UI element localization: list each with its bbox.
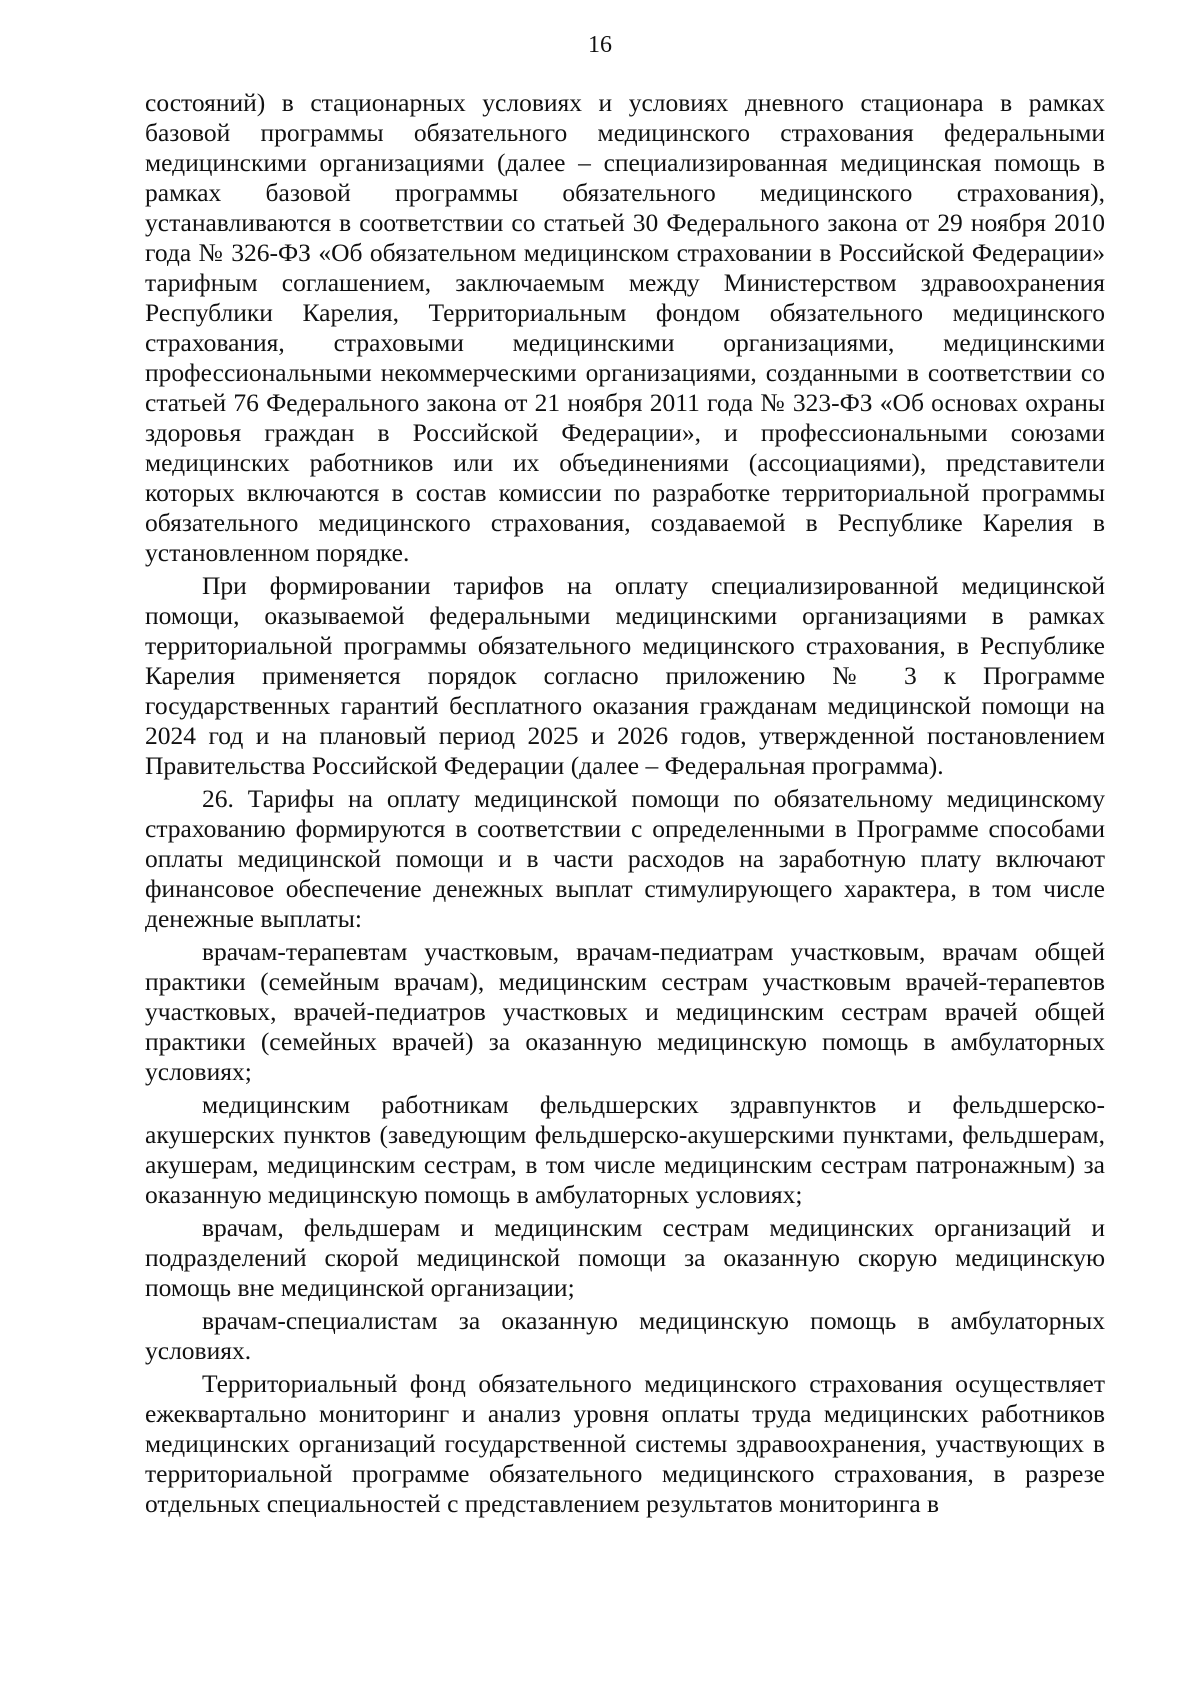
list-item-feldsher-stations: медицинским работникам фельдшерских здравпунктов и фельдшерско-акушерских пунктов (заведующим фельдшерско-акушерскими пунктами, фельдшерам, акушерам, медицинским сестрам, в том числе медицинским сестрам патронажным) за оказанную медицинскую помощь в амбулаторных условиях;: [145, 1090, 1105, 1209]
document-body: [145, 88, 1105, 1522]
paragraph-continuation: состояний) в стационарных условиях и условиях дневного стационара в рамках базовой программы обязательного медицинского страхования федеральными медицинскими организациями (далее – специализированная медицинская помощь в рамках базовой программы обязательного медицинского страхования), устанавливаются в соответствии со статьей 30 Федерального закона от 29 ноября 2010 года № 326-ФЗ «Об обязательном медицинском страховании в Российской Федерации» тарифным соглашением, заключаемым между Министерством здравоохранения Республики Карелия, Территориальным фондом обязательного медицинского страхования, страховыми медицинскими организациями, медицинскими профессиональными некоммерческими организациями, созданными в соответствии со статьей 76 Федерального закона от 21 ноября 2011 года № 323-ФЗ «Об основах охраны здоровья граждан в Российской Федерации», и профессиональными союзами медицинских работников или их объединениями (ассоциациями), представители которых включаются в состав комиссии по разработке территориальной программы обязательного медицинского страхования, создаваемой в Республике Карелия в установленном порядке.: [145, 88, 1105, 567]
paragraph-item-26: 26. Тарифы на оплату медицинской помощи по обязательному медицинскому страхованию формируются в соответствии с определенными в Программе способами оплаты медицинской помощи и в части расходов на заработную плату включают финансовое обеспечение денежных выплат стимулирующего характера, в том числе денежные выплаты:: [145, 784, 1105, 933]
page-number: 16: [588, 32, 612, 58]
list-item-emergency-care: врачам, фельдшерам и медицинским сестрам медицинских организаций и подразделений скорой медицинской помощи за оказанную скорую медицинскую помощь вне медицинской организации;: [145, 1213, 1105, 1302]
paragraph-monitoring: Территориальный фонд обязательного медицинского страхования осуществляет ежеквартально мониторинг и анализ уровня оплаты труда медицинских работников медицинских организаций государственной системы здравоохранения, участвующих в территориальной программе обязательного медицинского страхования, в разрезе отдельных специальностей с представлением результатов мониторинга в: [145, 1369, 1105, 1518]
paragraph-federal-tariffs: При формировании тарифов на оплату специализированной медицинской помощи, оказываемой федеральными медицинскими организациями в рамках территориальной программы обязательного медицинского страхования, в Республике Карелия применяется порядок согласно приложению № 3 к Программе государственных гарантий бесплатного оказания гражданам медицинской помощи на 2024 год и на плановый период 2025 и 2026 годов, утвержденной постановлением Правительства Российской Федерации (далее – Федеральная программа).: [145, 571, 1105, 780]
list-item-specialists: врачам-специалистам за оказанную медицинскую помощь в амбулаторных условиях.: [145, 1306, 1105, 1365]
list-item-district-doctors: врачам-терапевтам участковым, врачам-педиатрам участковым, врачам общей практики (семейным врачам), медицинским сестрам участковым врачей-терапевтов участковых, врачей-педиатров участковых и медицинским сестрам врачей общей практики (семейных врачей) за оказанную медицинскую помощь в амбулаторных условиях;: [145, 937, 1105, 1086]
